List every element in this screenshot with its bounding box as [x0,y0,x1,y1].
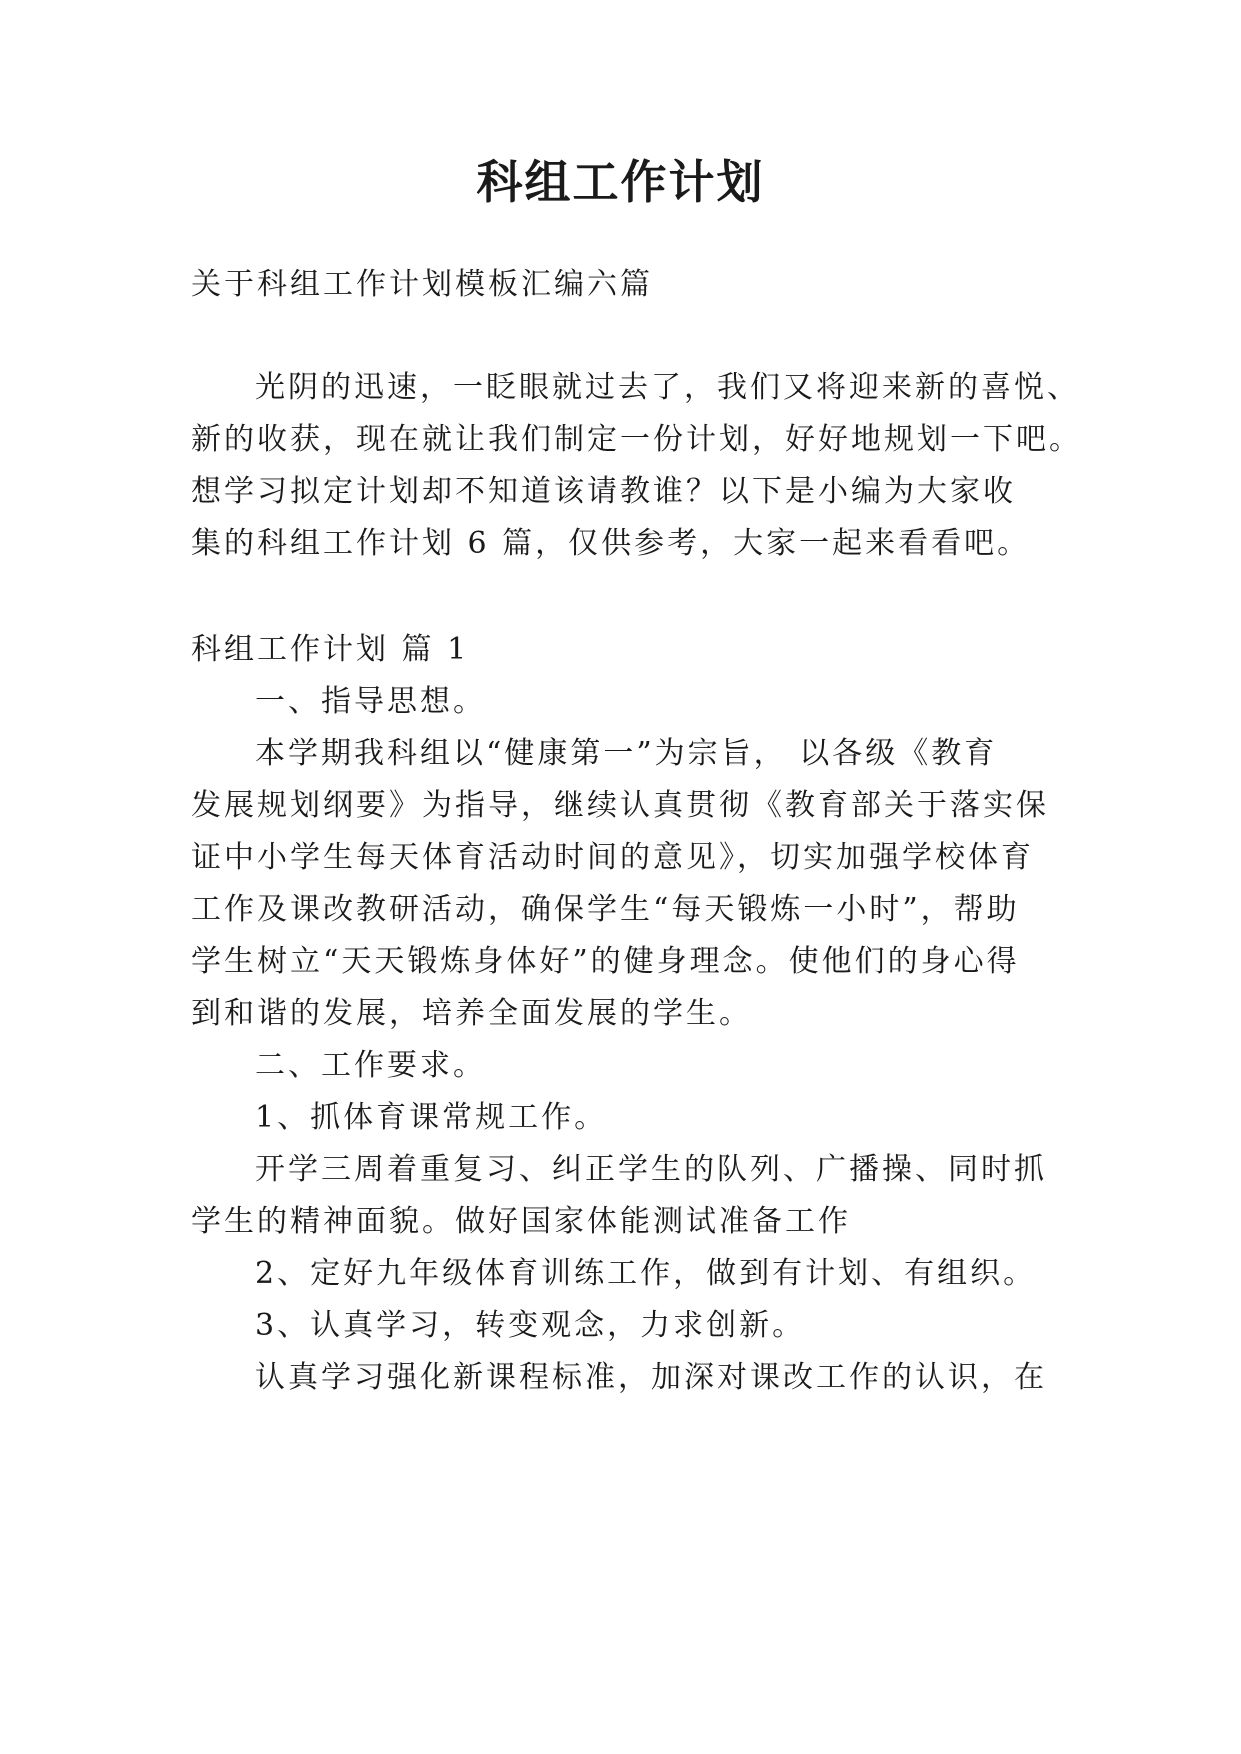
body-line: 一、指导思想。 [255,684,486,719]
body-line: 学生的精神面貌。做好国家体能测试准备工作 [191,1204,851,1239]
body-line: 到和谐的发展，培养全面发展的学生。 [191,996,752,1031]
document-subtitle: 关于科组工作计划模板汇编六篇 [191,267,653,302]
intro-line: 集的科组工作计划 6 篇，仅供参考，大家一起来看看吧。 [191,526,1031,561]
intro-line: 光阴的迅速，一眨眼就过去了，我们又将迎来新的喜悦、 [255,370,1080,405]
intro-line: 想学习拟定计划却不知道该请教谁？以下是小编为大家收 [191,474,1016,509]
document-title: 科组工作计划 [476,155,765,209]
body-line: 2、定好九年级体育训练工作，做到有计划、有组织。 [255,1256,1037,1291]
body-line: 本学期我科组以“健康第一”为宗旨， 以各级《教育 [255,736,998,771]
body-line: 1、抓体育课常规工作。 [255,1100,608,1135]
body-line: 学生树立“天天锻炼身体好”的健身理念。使他们的身心得 [191,944,1020,979]
body-line: 工作及课改教研活动，确保学生“每天锻炼一小时”，帮助 [191,892,1020,927]
body-line: 认真学习强化新课程标准，加深对课改工作的认识，在 [255,1360,1047,1395]
body-line: 二、工作要求。 [255,1048,486,1083]
body-line: 开学三周着重复习、纠正学生的队列、广播操、同时抓 [255,1152,1047,1187]
section-heading: 科组工作计划 篇 1 [191,632,470,667]
intro-line: 新的收获，现在就让我们制定一份计划，好好地规划一下吧。 [191,422,1082,457]
body-line: 3、认真学习，转变观念，力求创新。 [255,1308,806,1343]
body-line: 发展规划纲要》为指导，继续认真贯彻《教育部关于落实保 [191,788,1049,823]
body-line: 证中小学生每天体育活动时间的意见》，切实加强学校体育 [191,840,1034,875]
